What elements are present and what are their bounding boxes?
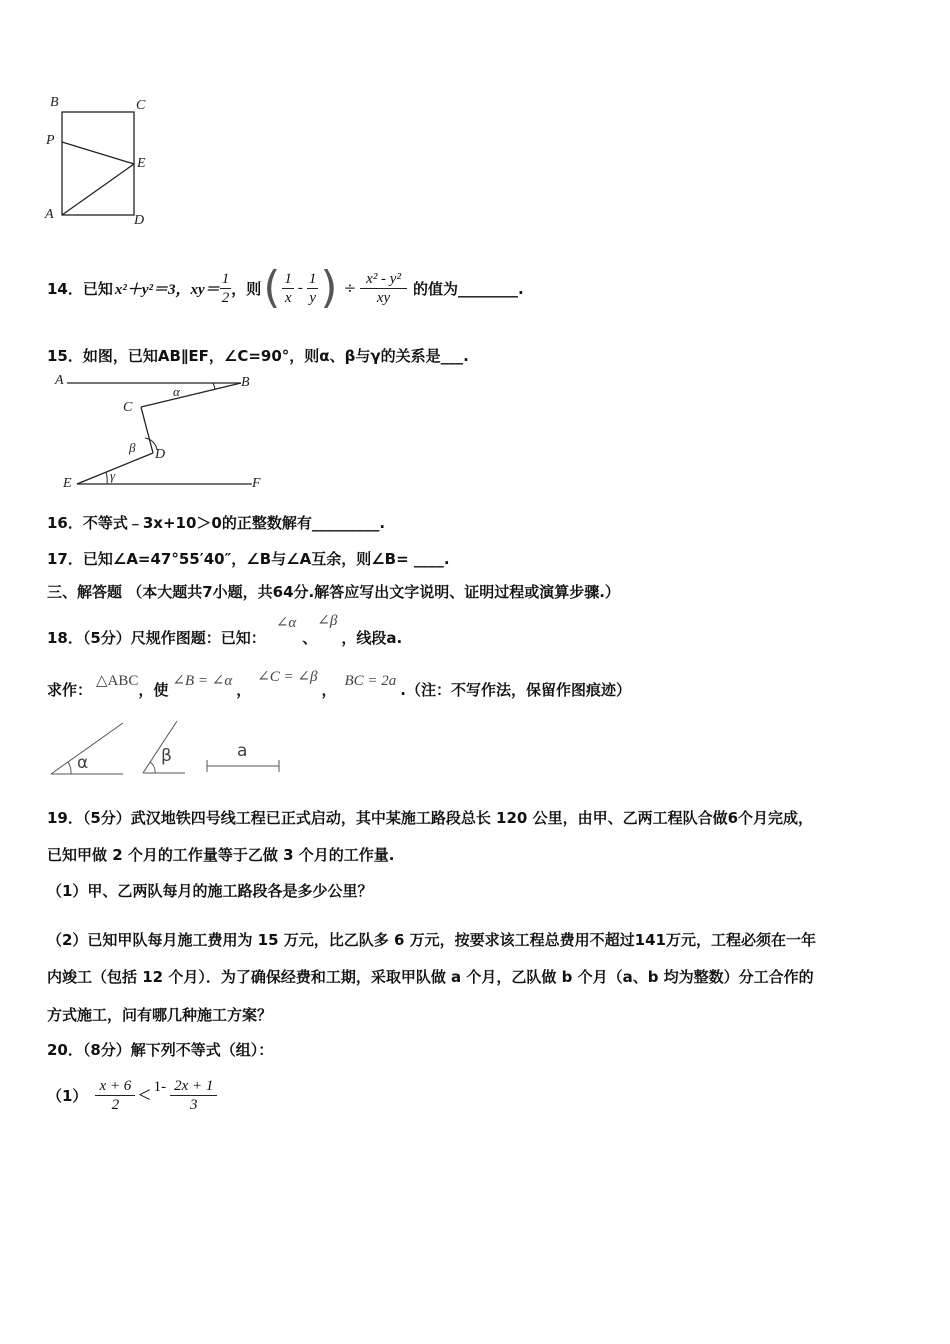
- label-a15: A: [55, 373, 64, 388]
- q14-half-fraction: [220, 270, 232, 307]
- q14-frac2: [307, 270, 319, 307]
- q20-f1-den: 2: [111, 1096, 120, 1113]
- q14-eq1: x²＋y²＝3，: [114, 281, 191, 298]
- label-c15: C: [123, 400, 133, 415]
- label-d: D: [134, 213, 145, 228]
- label-d15: D: [155, 447, 166, 462]
- beta-ray: [143, 721, 177, 773]
- q14-frac1: [282, 270, 294, 307]
- q18-cond1: ∠B = ∠α: [172, 673, 233, 689]
- question-19-line2: 已知甲做 2 个月的工作量等于乙做 3 个月的工作量.: [47, 846, 395, 864]
- question-14: [47, 262, 524, 314]
- label-f15: F: [252, 476, 261, 491]
- q18-tail1: ，线段a.: [341, 629, 403, 647]
- question-19-part1: （1）甲、乙两队每月的施工路段各是多少公里？: [47, 882, 373, 900]
- q18-cond2: ∠C = ∠β: [257, 669, 318, 685]
- fig-a-label: a: [237, 741, 248, 761]
- fig-alpha-label: α: [77, 753, 89, 773]
- q20-f2-num: 2x + 1: [170, 1077, 217, 1096]
- q14-lead: 已知: [82, 279, 113, 298]
- figure-q13: [40, 95, 160, 230]
- q18-comma1: ，使: [138, 681, 169, 699]
- q20-lt: <: [138, 1082, 151, 1107]
- question-16: 16．不等式﹣3x+10＞0的正整数解有_________.: [47, 514, 386, 532]
- label-e15: E: [63, 476, 72, 491]
- q18-lead: 18．（5分）尺规作图题：已知：: [47, 629, 266, 647]
- figure-q15: [45, 370, 275, 495]
- q18-comma3: ，: [321, 681, 337, 699]
- question-19-line1: 19．（5分）武汉地铁四号线工程已正式启动，其中某施工路段总长 120 公里，由甲、乙两工程队合做6个月完成，: [47, 809, 814, 827]
- q20-frac1: [95, 1077, 135, 1114]
- q20-f1-num: x + 6: [95, 1077, 135, 1096]
- beta-arc: [150, 762, 155, 773]
- q18-angle-alpha: ∠α: [275, 615, 297, 631]
- q14-number: 14．: [47, 279, 83, 298]
- segment-bc: [141, 383, 241, 407]
- question-17: 17．已知∠A=47°55′40″，∠B与∠A互余，则∠B= ____.: [47, 550, 450, 568]
- label-gamma15: γ: [110, 468, 116, 483]
- q18-sep: 、: [302, 629, 318, 647]
- segment-cd: [141, 407, 153, 453]
- label-c: C: [136, 98, 146, 113]
- arc-gamma: [106, 472, 107, 484]
- q14-then: ，则: [231, 279, 262, 298]
- q14-left-paren: (: [263, 262, 281, 313]
- q14-div: ÷: [343, 279, 357, 297]
- q14-minus: -: [297, 279, 303, 296]
- q20-f2-den: 3: [190, 1096, 198, 1113]
- alpha-arc: [68, 762, 71, 774]
- q14-frac3: [360, 270, 407, 307]
- q18-tail2: .（注：不写作法，保留作图痕迹）: [400, 681, 631, 699]
- question-19-part2-line1: （2）已知甲队每月施工费用为 15 万元，比乙队多 6 万元，按要求该工程总费用不超过141万元，工程必须在一年: [47, 931, 816, 949]
- q18-lead2: 求作：: [47, 681, 93, 699]
- question-19-part2-line2: 内竣工（包括 12 个月）．为了确保经费和工期，采取甲队做 a 个月，乙队做 b 个月（a、b 均为整数）分工合作的: [47, 968, 814, 986]
- label-b: B: [50, 95, 59, 110]
- q14-xy: xy＝: [190, 281, 220, 298]
- label-alpha15: α: [173, 384, 180, 399]
- label-e: E: [137, 156, 146, 171]
- q18-comma2: ，: [236, 681, 252, 699]
- q14-f1-den: x: [284, 289, 292, 306]
- q14-f3-num: x² - y²: [360, 270, 407, 289]
- question-20-part1: [47, 1070, 217, 1120]
- q20-one-minus: 1-: [153, 1078, 167, 1095]
- question-18-line2: [47, 664, 631, 700]
- q20-p1-label: （1）: [47, 1086, 88, 1105]
- segment-ae: [62, 164, 134, 215]
- q14-f1-num: 1: [284, 270, 292, 287]
- label-beta15: β: [129, 440, 136, 455]
- segment-pe: [62, 142, 134, 164]
- question-15-text: 15．如图，已知AB∥EF，∠C=90°，则α、β与γ的关系是___.: [47, 347, 469, 365]
- q18-angle-beta: ∠β: [317, 613, 338, 629]
- label-a: A: [45, 207, 54, 222]
- label-p: P: [46, 133, 55, 148]
- fig-beta-label: β: [161, 746, 172, 766]
- arc-alpha: [213, 383, 215, 389]
- q14-f2-num: 1: [308, 270, 317, 287]
- question-19-part2-line3: 方式施工，问有哪几种施工方案？: [47, 1006, 273, 1024]
- rect-abcd: [62, 112, 134, 215]
- figure-q18: [45, 715, 295, 780]
- question-18-line1: [47, 606, 402, 648]
- q18-cond3: BC = 2a: [344, 673, 397, 689]
- q18-triangle: △ABC: [96, 673, 139, 689]
- q14-half-num: 1: [221, 270, 230, 287]
- q14-f2-den: y: [309, 289, 316, 306]
- q14-tail: 的值为________.: [412, 279, 524, 298]
- q14-right-paren: ): [320, 262, 338, 313]
- q14-half-den: 2: [221, 289, 230, 306]
- q20-frac2: [170, 1077, 217, 1114]
- label-b15: B: [241, 375, 250, 390]
- section-3-heading: 三、解答题 （本大题共7小题，共64分.解答应写出文字说明、证明过程或演算步骤.）: [47, 583, 620, 601]
- q14-f3-den: xy: [376, 289, 391, 306]
- question-20: 20．（8分）解下列不等式（组）：: [47, 1041, 274, 1059]
